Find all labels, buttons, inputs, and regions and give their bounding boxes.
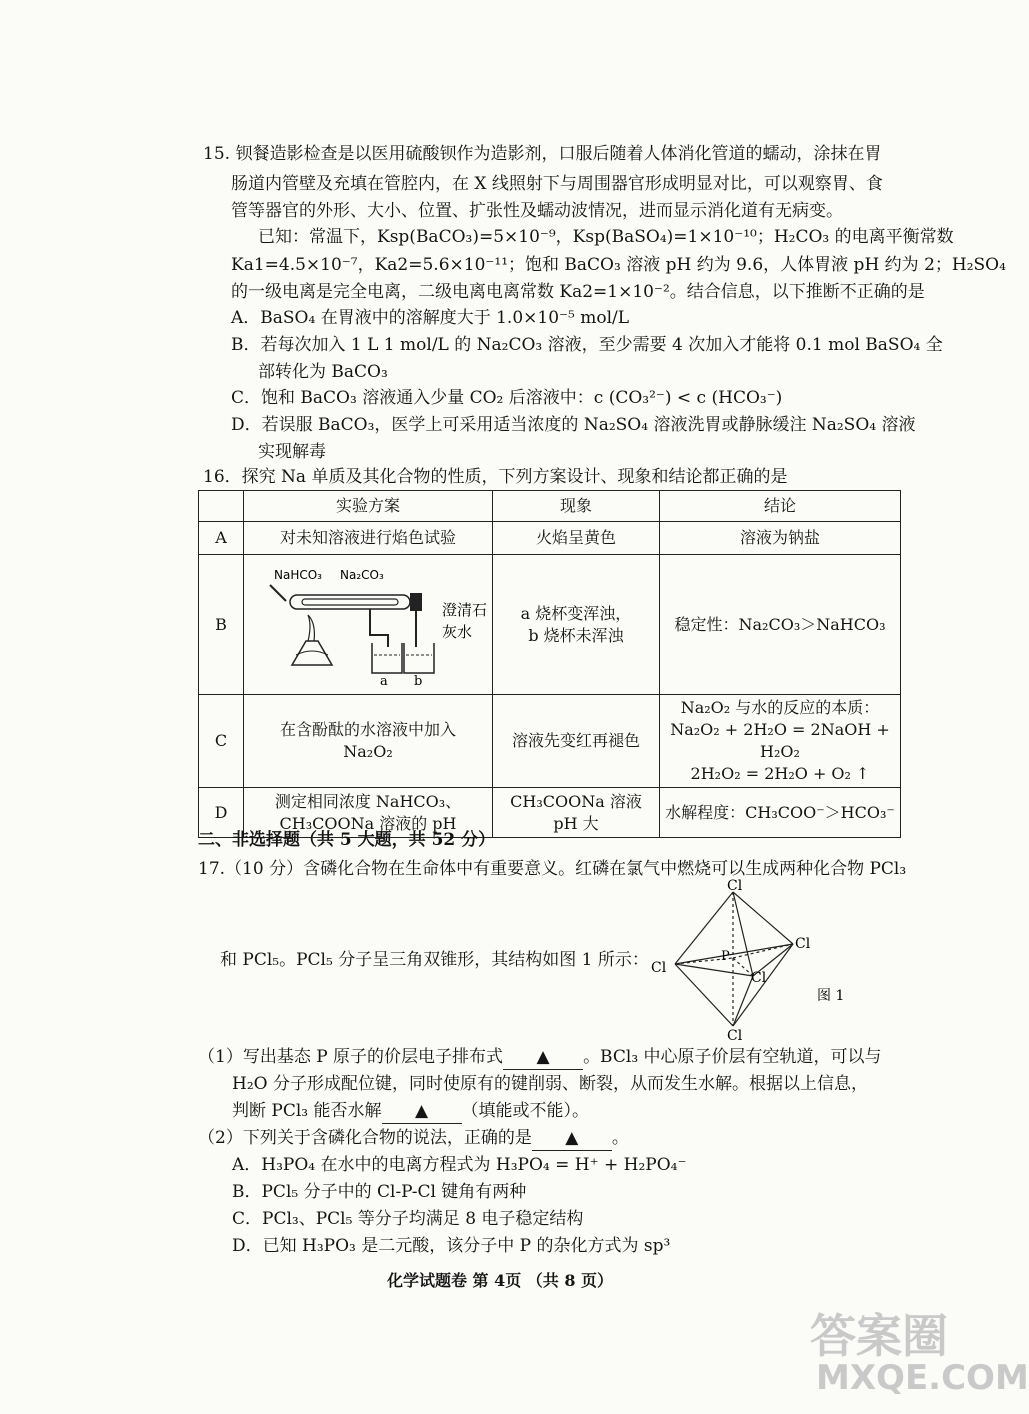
phenomenon-line-1: CH₃COONa 溶液 [510,791,642,811]
q17-line-1: 17.（10 分）含磷化合物在生命体中有重要意义。红磷在氯气中燃烧可以生成两种化合物 PCl₃ [198,859,907,879]
phenomenon-line-1: a 烧杯变浑浊， [520,603,632,623]
row-phenomenon [493,555,660,695]
cl-bottom: Cl [727,1028,743,1044]
q17-option-a: A．H₃PO₄ 在水中的电离方程式为 H₃PO₄ = H⁺ + H₂PO₄⁻ [232,1155,687,1175]
q17-option-d: D．已知 H₃PO₃ 是二元酸，该分子中 P 的杂化方式为 sp³ [232,1236,671,1256]
experiment-table [198,490,901,838]
q15-line-2: 肠道内管壁及充填在管腔内，在 X 线照射下与周围器官形成明显对比，可以观察胃、食 [231,174,883,194]
q17-option-b: B．PCl₅ 分子中的 Cl-P-Cl 键角有两种 [232,1182,527,1202]
q15-option-c: C．饱和 BaCO₃ 溶液通入少量 CO₂ 后溶液中：c (CO₃²⁻) < c (HCO₃⁻) [231,388,783,408]
row-plan: 对未知溶液进行焰色试验 [244,522,493,555]
row-phenomenon [493,788,660,838]
q15-line-5: Ka1=4.5×10⁻⁷，Ka2=5.6×10⁻¹¹；饱和 BaCO₃ 溶液 pH 约为 9.6，人体胃液 pH 约为 2；H₂SO₄ [231,255,1006,275]
q17-part1-line-1 [198,1045,882,1070]
part1-prompt: （1）写出基态 P 原子的价层电子排布式 [198,1047,504,1067]
part1-text: 。BCl₃ 中心原子价层有空轨道，可以与 [583,1047,882,1067]
q15-option-b-line-2: 部转化为 BaCO₃ [258,362,388,382]
cl-top: Cl [727,878,743,894]
q15-line-6: 的一级电离是完全电离，二级电离电离常数 Ka2=1×10⁻²。结合信息，以下推断不正确的是 [231,282,925,302]
conclusion-line-3: 2H₂O₂ = 2H₂O + O₂ ↑ [690,764,870,783]
answer-blank[interactable]: ▲ [532,1126,612,1151]
q15-line-4: 已知：常温下，Ksp(BaCO₃)=5×10⁻⁹，Ksp(BaSO₄)=1×10⁻¹⁰；H₂CO₃ 的电离平衡常数 [258,227,954,247]
figure-caption: 图 1 [817,988,845,1004]
watermark-url: MXQE.COM [816,1358,1029,1398]
inner-test-tube-icon [302,599,398,605]
plan-line-2: CH₃COONa 溶液的 pH [279,813,457,833]
row-plan [244,695,493,788]
cl-front: Cl [751,970,767,986]
pcl5-structure-figure [645,878,860,1043]
q17-line-2: 和 PCl₅。PCl₅ 分子呈三角双锥形，其结构如图 1 所示： [220,950,649,970]
table-header-row [199,491,901,522]
row-option: A [199,522,244,555]
outer-test-tube-icon [290,595,410,609]
table-row [199,555,901,695]
q16-stem: 16．探究 Na 单质及其化合物的性质，下列方案设计、现象和结论都正确的是 [203,467,788,487]
q15-line-1: 15. 钡餐造影检查是以医用硫酸钡作为造影剂，口服后随着人体消化管道的蠕动，涂抹在胃 [203,144,882,164]
row-conclusion [660,695,901,788]
watermark-logo: 答案圈 [810,1309,948,1363]
conclusion-line-2: Na₂O₂ + 2H₂O = 2NaOH + H₂O₂ [670,720,890,761]
answer-blank[interactable]: ▲ [503,1045,583,1070]
page-footer: 化学试题卷 第 4页 （共 8 页） [386,1271,614,1290]
heating-apparatus-diagram [250,555,486,688]
beaker-b-icon [404,643,434,673]
label-nahco3: NaHCO₃ [274,568,322,582]
row-conclusion: 稳定性：Na₂CO₃＞NaHCO₃ [660,555,901,695]
plan-line-1: 在含酚酞的水溶液中加入 [279,720,456,739]
table-row [199,522,901,555]
q17-part1-line-3 [232,1099,589,1124]
row-option: B [199,555,244,695]
label-limewater-2: 灰水 [442,623,473,641]
flame-icon [308,615,314,641]
row-conclusion: 溶液为钠盐 [660,522,901,555]
q15-option-b-line-1: B．若每次加入 1 L 1 mol/L 的 Na₂CO₃ 溶液，至少需要 4 次加入才能将 0.1 mol BaSO₄ 全 [231,335,943,355]
conclusion-line-1: Na₂O₂ 与水的反应的本质： [680,698,880,717]
label-limewater-1: 澄清石 [442,601,488,619]
plan-line-2: Na₂O₂ [343,742,393,761]
header-phenomenon: 现象 [493,491,660,522]
row-phenomenon: 溶液先变红再褪色 [493,695,660,788]
p-atom: P [721,949,730,964]
part2-end: 。 [611,1128,629,1148]
alcohol-lamp-icon [292,641,332,665]
answer-blank[interactable]: ▲ [382,1099,462,1124]
beaker-a-icon [372,643,402,673]
label-na2co3: Na₂CO₃ [340,568,384,582]
part1-prompt-2: 判断 PCl₃ 能否水解 [232,1101,382,1121]
header-conclusion: 结论 [660,491,901,522]
cl-left: Cl [651,960,667,976]
q15-line-3: 管等器官的外形、大小、位置、扩张性及蠕动波情况，进而显示消化道有无病变。 [231,201,843,221]
q15-option-d-line-2: 实现解毒 [258,442,326,462]
q17-part2-line [198,1126,629,1151]
plan-line-1: 测定相同浓度 NaHCO₃、 [274,791,462,811]
q15-option-d-line-1: D．若误服 BaCO₃，医学上可采用适当浓度的 Na₂SO₄ 溶液洗胃或静脉缓注 Na₂SO₄ 溶液 [231,415,916,435]
label-a: a [380,674,388,689]
cl-right: Cl [795,936,811,952]
part1-hint: （填能或不能）。 [461,1101,590,1121]
apparatus-cell [244,555,493,695]
label-b: b [414,674,423,689]
part2-prompt: （2）下列关于含磷化合物的说法，正确的是 [198,1128,532,1148]
table-row [199,695,901,788]
q17-option-c: C．PCl₃、PCl₅ 等分子均满足 8 电子稳定结构 [232,1209,584,1229]
header-option [199,491,244,522]
phenomenon-line-2: b 烧杯未浑浊 [528,625,624,645]
phenomenon-line-2: pH 大 [553,813,599,833]
row-phenomenon: 火焰呈黄色 [493,522,660,555]
q17-part1-line-2: H₂O 分子形成配位键，同时使原有的键削弱、断裂，从而发生水解。根据以上信息， [232,1074,868,1094]
header-plan: 实验方案 [244,491,493,522]
row-option: C [199,695,244,788]
q15-option-a: A．BaSO₄ 在胃液中的溶解度大于 1.0×10⁻⁵ mol/L [231,308,630,328]
row-conclusion: 水解程度：CH₃COO⁻＞HCO₃⁻ [660,788,901,838]
row-option: D [199,788,244,838]
section-title: 二、非选择题（共 5 大题，共 52 分） [198,830,496,850]
